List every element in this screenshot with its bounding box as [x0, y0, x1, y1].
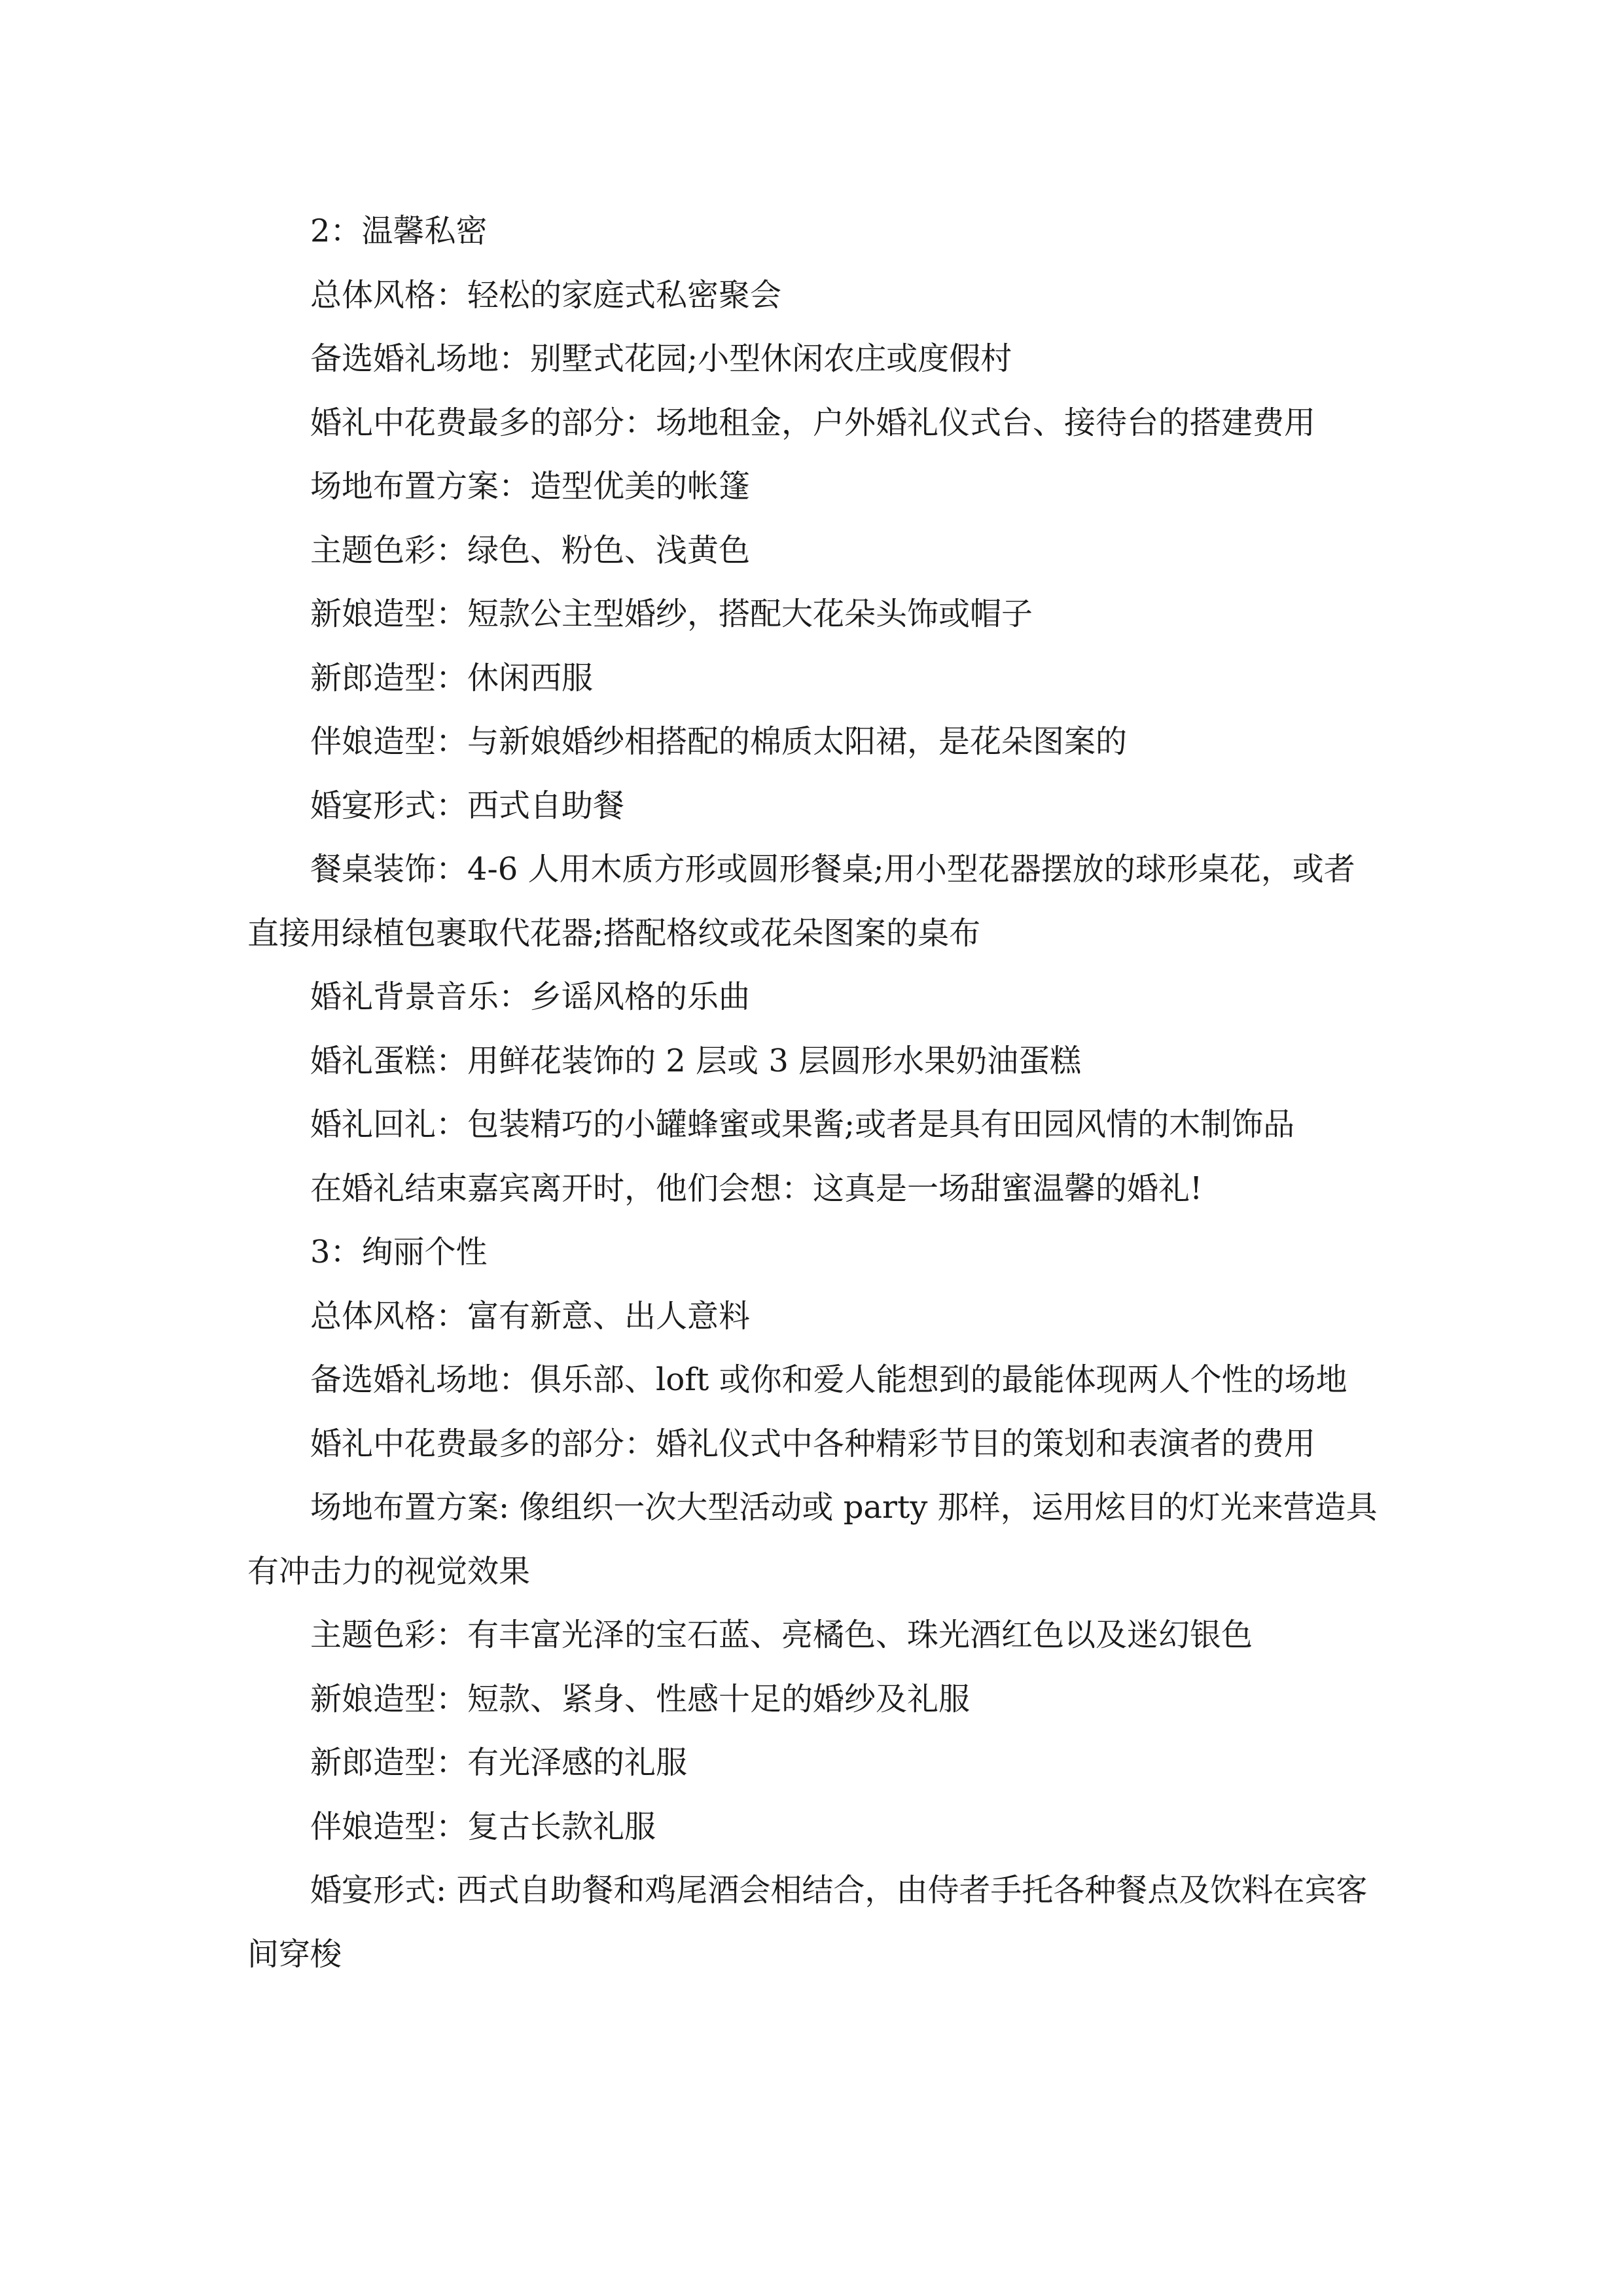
paragraph: 场地布置方案: 像组织一次大型活动或 party 那样，运用炫目的灯光来营造具有冲击力的视觉效果: [247, 1489, 1378, 1590]
paragraph: 婚宴形式：西式自助餐: [310, 787, 625, 824]
paragraph: 婚礼中花费最多的部分：婚礼仪式中各种精彩节目的策划和表演者的费用: [310, 1425, 1316, 1462]
paragraph: 新娘造型：短款公主型婚纱，搭配大花朵头饰或帽子: [310, 596, 1033, 632]
paragraph: 新娘造型：短款、紧身、性感十足的婚纱及礼服: [310, 1680, 971, 1717]
paragraph: 婚礼背景音乐：乡谣风格的乐曲: [310, 978, 751, 1015]
paragraph: 伴娘造型：复古长款礼服: [310, 1808, 656, 1845]
paragraph: 主题色彩：有丰富光泽的宝石蓝、亮橘色、珠光酒红色以及迷幻银色: [310, 1617, 1253, 1653]
paragraph: 婚礼回礼：包装精巧的小罐蜂蜜或果酱;或者是具有田园风情的木制饰品: [310, 1106, 1295, 1143]
paragraph: 备选婚礼场地：俱乐部、loft 或你和爱人能想到的最能体现两人个性的场地: [310, 1361, 1347, 1398]
paragraph: 餐桌装饰：4-6 人用木质方形或圆形餐桌;用小型花器摆放的球形桌花，或者直接用绿植包裹取代花器;搭配格纹或花朵图案的桌布: [247, 851, 1355, 952]
paragraph: 主题色彩：绿色、粉色、浅黄色: [310, 531, 751, 569]
paragraph: 新郎造型：休闲西服: [310, 659, 594, 696]
paragraph: 总体风格：富有新意、出人意料: [310, 1297, 751, 1335]
paragraph: 新郎造型：有光泽感的礼服: [310, 1744, 688, 1781]
paragraph: 在婚礼结束嘉宾离开时，他们会想：这真是一场甜蜜温馨的婚礼!: [310, 1170, 1203, 1207]
document-body: [247, 200, 1380, 1986]
paragraph: 场地布置方案：造型优美的帐篷: [310, 468, 751, 505]
section-heading: 3：绚丽个性: [310, 1234, 488, 1270]
section-heading: 2：温馨私密: [310, 213, 488, 249]
paragraph: 伴娘造型：与新娘婚纱相搭配的棉质太阳裙，是花朵图案的: [310, 723, 1128, 760]
paragraph: 总体风格：轻松的家庭式私密聚会: [310, 276, 782, 314]
paragraph: 备选婚礼场地：别墅式花园;小型休闲农庄或度假村: [310, 340, 1012, 377]
paragraph: 婚礼中花费最多的部分：场地租金，户外婚礼仪式台、接待台的搭建费用: [310, 404, 1316, 441]
paragraph: 婚宴形式: 西式自助餐和鸡尾酒会相结合，由侍者手托各种餐点及饮料在宾客间穿梭: [247, 1872, 1368, 1973]
paragraph: 婚礼蛋糕：用鲜花装饰的 2 层或 3 层圆形水果奶油蛋糕: [310, 1042, 1082, 1079]
